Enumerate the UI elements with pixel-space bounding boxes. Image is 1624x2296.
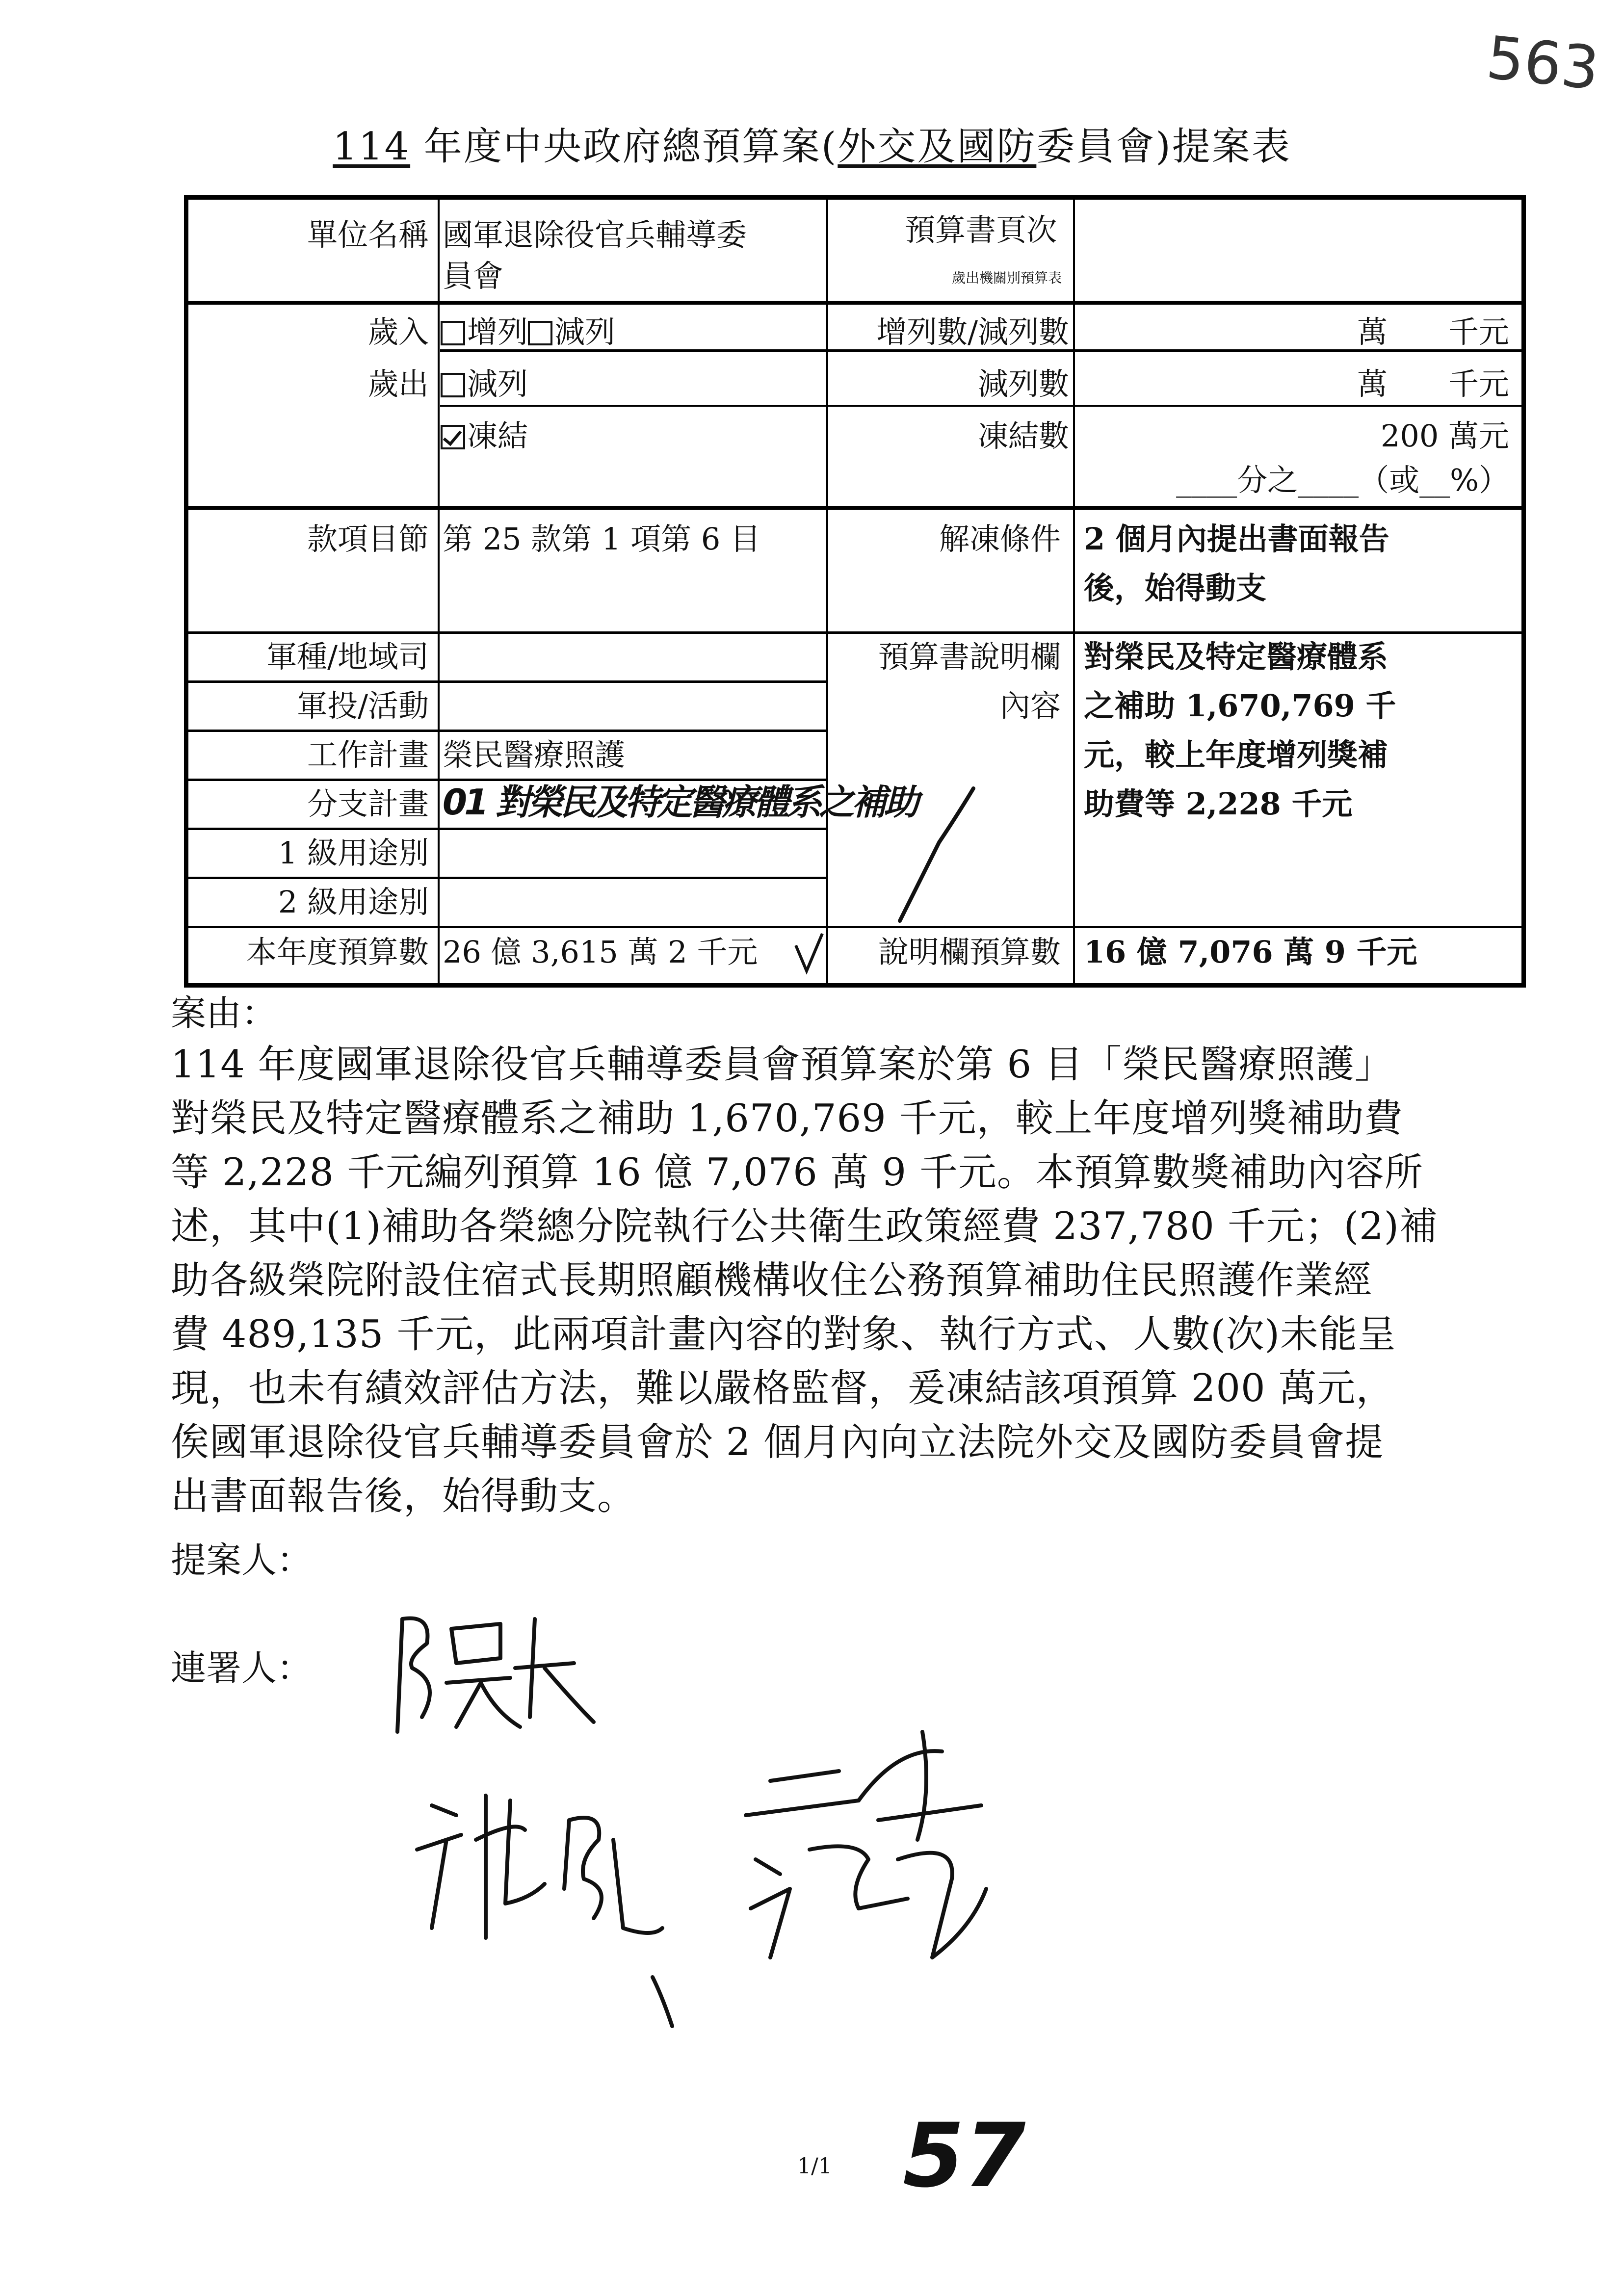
desc-budget-value: 16 億 7,076 萬 9 千元	[1084, 934, 1417, 970]
desc-content-3: 元，較上年度增列獎補	[1084, 737, 1388, 773]
rule	[188, 877, 828, 879]
item-value: 第 25 款第 1 項第 6 目	[443, 521, 761, 557]
expense-decrease-checkbox[interactable]	[441, 373, 465, 397]
reason-line: 費 489,135 千元，此兩項計畫內容的對象、執行方式、人數(次)未能呈	[171, 1312, 1397, 1357]
unfreeze-condition-2: 後，始得動支	[1084, 570, 1267, 606]
desc-label-1: 預算書說明欄	[878, 639, 1061, 675]
unit-name-value-1: 國軍退除役官兵輔導委	[443, 217, 747, 253]
desc-budget-label: 說明欄預算數	[878, 934, 1061, 970]
unfreeze-condition-1: 2 個月內提出書面報告	[1084, 521, 1389, 557]
freeze-checkbox[interactable]	[441, 425, 465, 449]
cosigner-label: 連署人：	[171, 1647, 313, 1689]
revenue-decrease-label: 減列	[554, 314, 616, 350]
revenue-options	[441, 312, 615, 353]
annual-budget-label: 本年度預算數	[246, 934, 429, 970]
reason-body	[171, 1038, 1525, 1523]
subproject-label: 分支計畫	[307, 786, 429, 822]
freeze-option-label: 凍結	[467, 418, 528, 454]
reason-line: 等 2,228 千元編列預算 16 億 7,076 萬 9 千元。本預算數獎補助內容所	[171, 1150, 1423, 1195]
desc-content-4: 助費等 2,228 千元	[1084, 786, 1353, 822]
freeze-amount-value: 200 萬元	[1380, 418, 1509, 454]
revenue-increase-checkbox[interactable]	[441, 321, 465, 345]
rule	[440, 405, 1521, 407]
rule	[438, 200, 440, 983]
title-end: 委員會)提案表	[1036, 125, 1291, 169]
proposal-form-table	[184, 195, 1526, 988]
reason-line: 出書面報告後，始得動支。	[171, 1474, 636, 1518]
freeze-fraction-line: ____分之____（或__%）	[1176, 462, 1509, 498]
desc-content-1: 對榮民及特定醫療體系	[1084, 639, 1388, 675]
page-number: 1/1	[797, 2154, 832, 2179]
unit-name-value-2: 員會	[443, 258, 504, 294]
reason-label: 案由：	[171, 992, 277, 1034]
rule	[188, 828, 828, 830]
activity-label: 軍投/活動	[297, 688, 429, 724]
expense-options	[441, 364, 528, 405]
rule	[188, 631, 1521, 634]
title-committee: 外交及國防	[838, 125, 1037, 169]
budget-page-label: 預算書頁次	[904, 212, 1057, 248]
subproject-handwritten-value: 01 對榮民及特定醫療體系之補助	[443, 782, 917, 823]
unfreeze-label: 解凍條件	[939, 521, 1061, 557]
revenue-amount-label: 增列數/減列數	[876, 314, 1069, 350]
unit-name-label: 單位名稱	[307, 217, 429, 253]
page-title	[0, 116, 1624, 171]
expense-decrease-label: 減列	[467, 366, 528, 402]
rule	[1073, 200, 1075, 983]
rule	[188, 301, 1521, 305]
rule	[188, 779, 828, 781]
revenue-label: 歲入	[367, 314, 429, 350]
reason-line: 對榮民及特定醫療體系之補助 1,670,769 千元，較上年度增列獎補助費	[171, 1096, 1403, 1141]
desc-content-2: 之補助 1,670,769 千	[1084, 688, 1396, 724]
rule	[188, 730, 828, 732]
handwritten-mark	[826, 730, 1072, 931]
handwritten-stamp-number: 563	[1483, 24, 1602, 104]
rule	[188, 506, 1521, 510]
expense-amount-unit: 萬 千元	[1357, 366, 1509, 402]
proposer-label: 提案人：	[171, 1539, 313, 1581]
project-value: 榮民醫療照護	[443, 737, 626, 773]
use2-label: 2 級用途別	[278, 884, 429, 920]
title-year: 114	[333, 125, 411, 169]
revenue-decrease-checkbox[interactable]	[528, 321, 552, 345]
reason-line: 述，其中(1)補助各榮總分院執行公共衛生政策經費 237,780 千元；(2)補	[171, 1204, 1439, 1249]
reason-line: 現，也未有績效評估方法，難以嚴格監督，爰凍結該項預算 200 萬元，	[171, 1366, 1395, 1410]
use1-label: 1 級用途別	[278, 835, 429, 871]
checkmark-icon	[792, 931, 826, 975]
freeze-amount-label: 凍結數	[977, 418, 1069, 454]
reason-line: 俟國軍退除役官兵輔導委員會於 2 個月內向立法院外交及國防委員會提	[171, 1420, 1384, 1464]
item-label: 款項目節	[307, 521, 429, 557]
branch-label: 軍種/地域司	[266, 639, 429, 675]
rule	[188, 680, 828, 683]
reason-line: 助各級榮院附設住宿式長期照顧機構收住公務預算補助住民照護作業經	[171, 1258, 1373, 1303]
title-mid: 年度中央政府總預算案(	[410, 125, 838, 169]
desc-label-2: 內容	[999, 688, 1061, 724]
annual-budget-value: 26 億 3,615 萬 2 千元	[443, 934, 758, 970]
project-label: 工作計畫	[307, 737, 429, 773]
expense-amount-label: 減列數	[977, 366, 1069, 402]
budget-page-sub: 歲出機關別預算表	[951, 270, 1062, 286]
reason-line: 114 年度國軍退除役官兵輔導委員會預算案於第 6 目「榮民醫療照護」	[171, 1043, 1393, 1087]
handwritten-signatures	[368, 1585, 1079, 2100]
freeze-options	[441, 416, 528, 457]
expense-label: 歲出	[367, 366, 429, 402]
handwritten-page-number: 57	[903, 2105, 1026, 2207]
revenue-amount-unit: 萬 千元	[1357, 314, 1509, 350]
revenue-increase-label: 增列	[467, 314, 528, 350]
